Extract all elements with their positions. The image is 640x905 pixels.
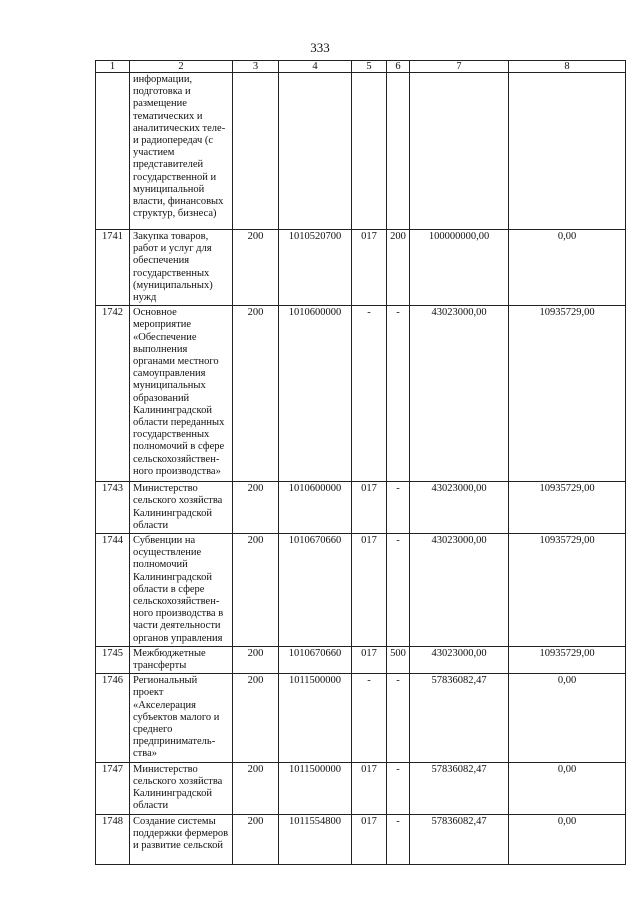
cell-c3: 200: [233, 646, 279, 673]
column-header: 1: [96, 61, 130, 73]
row-name: Межбюджетные трансферты: [130, 646, 233, 673]
column-header: 3: [233, 61, 279, 73]
row-number: 1743: [96, 482, 130, 534]
cell-c5: 017: [352, 814, 387, 864]
page-number: 333: [310, 40, 330, 55]
cell-c7: 57836082,47: [410, 814, 509, 864]
cell-c7: 100000000,00: [410, 230, 509, 306]
cell-c8: 10935729,00: [509, 646, 626, 673]
cell-c8: 0,00: [509, 230, 626, 306]
cell-c4: 1010670660: [279, 534, 352, 647]
cell-c7: 43023000,00: [410, 306, 509, 482]
cell-c7: 43023000,00: [410, 646, 509, 673]
cell-c6: -: [387, 306, 410, 482]
row-number: [96, 73, 130, 230]
header-row: [96, 61, 626, 73]
cell-c6: -: [387, 534, 410, 647]
table-row: [96, 306, 626, 482]
column-header: 4: [279, 61, 352, 73]
cell-c5: -: [352, 674, 387, 762]
row-name: Региональный проект «Акселерация субъектов малого и среднего предприниматель-ства»: [130, 674, 233, 762]
cell-c5: 017: [352, 534, 387, 647]
cell-c6: -: [387, 674, 410, 762]
row-name: информации, подготовка и размещение тематических и аналитических теле- и радиопередач (с участием представителей государственной и муниципальной власти, финансовых структур, бизнеса): [130, 73, 233, 230]
cell-c4: 1010520700: [279, 230, 352, 306]
column-header: 5: [352, 61, 387, 73]
row-name: Субвенции на осуществление полномочий Калининградской области в сфере сельскохозяйствен-ного производства в части деятельности органов управления: [130, 534, 233, 647]
cell-c3: 200: [233, 482, 279, 534]
cell-c8: 10935729,00: [509, 306, 626, 482]
cell-c6: 200: [387, 230, 410, 306]
cell-c5: -: [352, 306, 387, 482]
cell-c4: [279, 73, 352, 230]
row-number: 1744: [96, 534, 130, 647]
row-number: 1742: [96, 306, 130, 482]
cell-c8: 0,00: [509, 762, 626, 814]
cell-c8: 0,00: [509, 674, 626, 762]
cell-c8: 0,00: [509, 814, 626, 864]
cell-c7: 43023000,00: [410, 534, 509, 647]
table-header: [96, 61, 626, 73]
budget-table: [95, 60, 626, 865]
cell-c7: 43023000,00: [410, 482, 509, 534]
table-row: [96, 230, 626, 306]
cell-c7: 57836082,47: [410, 674, 509, 762]
cell-c4: 1010600000: [279, 306, 352, 482]
cell-c6: [387, 73, 410, 230]
cell-c5: 017: [352, 482, 387, 534]
cell-c4: 1011500000: [279, 762, 352, 814]
table-row: [96, 674, 626, 762]
row-name: Закупка товаров, работ и услуг для обеспечения государственных (муниципальных) нужд: [130, 230, 233, 306]
cell-c6: -: [387, 762, 410, 814]
cell-c7: 57836082,47: [410, 762, 509, 814]
table-row: [96, 73, 626, 230]
column-header: 8: [509, 61, 626, 73]
cell-c4: 1011500000: [279, 674, 352, 762]
table-row: [96, 482, 626, 534]
cell-c4: 1010670660: [279, 646, 352, 673]
cell-c3: 200: [233, 534, 279, 647]
cell-c5: 017: [352, 230, 387, 306]
cell-c6: -: [387, 482, 410, 534]
cell-c5: 017: [352, 646, 387, 673]
row-name: Создание системы поддержки фермеров и развитие сельской: [130, 814, 233, 864]
row-number: 1747: [96, 762, 130, 814]
cell-c7: [410, 73, 509, 230]
table-row: [96, 646, 626, 673]
cell-c3: 200: [233, 814, 279, 864]
column-header: 2: [130, 61, 233, 73]
column-header: 6: [387, 61, 410, 73]
table-row: [96, 814, 626, 864]
cell-c6: -: [387, 814, 410, 864]
row-number: 1748: [96, 814, 130, 864]
cell-c3: [233, 73, 279, 230]
cell-c6: 500: [387, 646, 410, 673]
cell-c3: 200: [233, 762, 279, 814]
row-number: 1746: [96, 674, 130, 762]
cell-c3: 200: [233, 306, 279, 482]
row-name: Министерство сельского хозяйства Калининградской области: [130, 482, 233, 534]
row-number: 1741: [96, 230, 130, 306]
cell-c8: [509, 73, 626, 230]
row-name: Министерство сельского хозяйства Калининградской области: [130, 762, 233, 814]
cell-c3: 200: [233, 674, 279, 762]
row-number: 1745: [96, 646, 130, 673]
cell-c8: 10935729,00: [509, 534, 626, 647]
row-name: Основное мероприятие «Обеспечение выполнения органами местного самоуправления муниципальных образований Калининградской области переданных государственных полномочий в сфере сельскохозяйствен-ного производства»: [130, 306, 233, 482]
cell-c3: 200: [233, 230, 279, 306]
column-header: 7: [410, 61, 509, 73]
cell-c5: [352, 73, 387, 230]
cell-c4: 1011554800: [279, 814, 352, 864]
table-row: [96, 762, 626, 814]
table-row: [96, 534, 626, 647]
cell-c5: 017: [352, 762, 387, 814]
cell-c8: 10935729,00: [509, 482, 626, 534]
cell-c4: 1010600000: [279, 482, 352, 534]
